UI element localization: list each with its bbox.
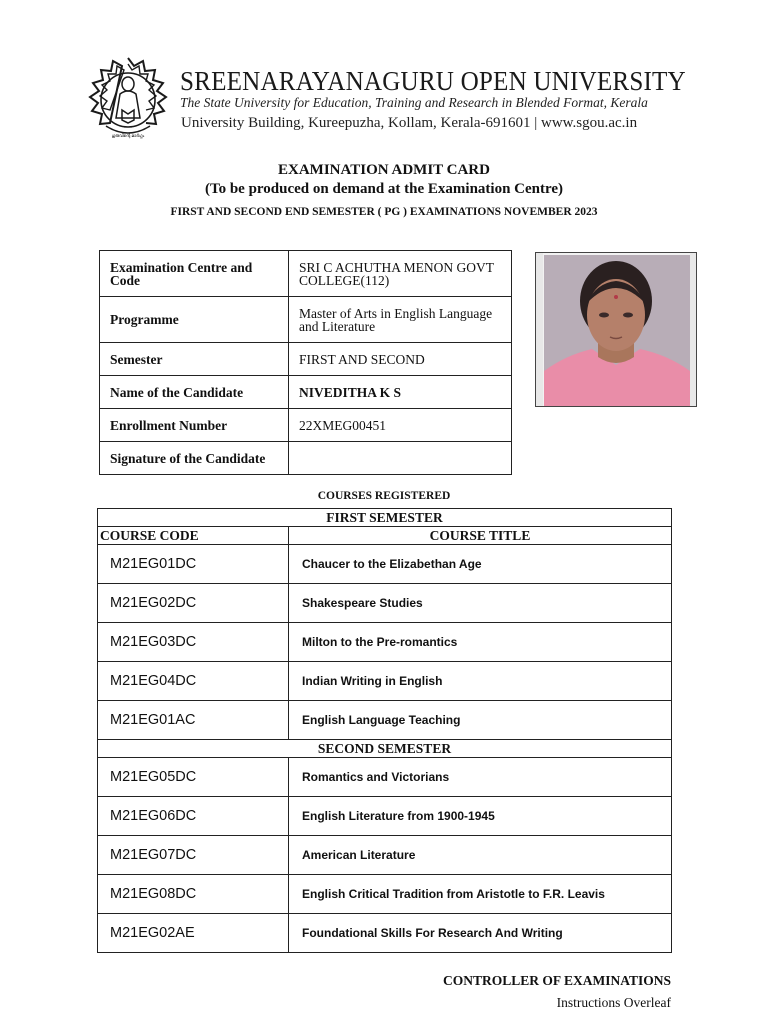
course-row bbox=[98, 758, 672, 797]
info-row-name bbox=[100, 376, 512, 409]
course-title: English Literature from 1900-1945 bbox=[289, 797, 672, 836]
course-title: Indian Writing in English bbox=[289, 662, 672, 701]
info-value: SRI C ACHUTHA MENON GOVT COLLEGE(112) bbox=[289, 251, 512, 297]
page-subtitle: (To be produced on demand at the Examination Centre) bbox=[204, 181, 564, 197]
page-title: EXAMINATION ADMIT CARD bbox=[278, 162, 490, 178]
info-row-centre bbox=[100, 251, 512, 297]
course-code: M21EG01DC bbox=[98, 545, 289, 584]
course-code: M21EG06DC bbox=[98, 797, 289, 836]
course-row bbox=[98, 701, 672, 740]
course-title: Foundational Skills For Research And Writing bbox=[289, 914, 672, 953]
course-code: M21EG03DC bbox=[98, 623, 289, 662]
semester-header bbox=[98, 509, 672, 527]
info-value: FIRST AND SECOND bbox=[289, 343, 512, 376]
courses-caption: COURSES REGISTERED bbox=[317, 490, 451, 502]
course-row bbox=[98, 662, 672, 701]
course-title: Shakespeare Studies bbox=[289, 584, 672, 623]
courses-table bbox=[97, 508, 672, 953]
candidate-info-table bbox=[99, 250, 512, 475]
info-row-semester bbox=[100, 343, 512, 376]
course-title: Milton to the Pre-romantics bbox=[289, 623, 672, 662]
university-address: University Building, Kureepuzha, Kollam, Kerala-691601 | www.sgou.ac.in bbox=[181, 115, 638, 131]
course-code: M21EG01AC bbox=[98, 701, 289, 740]
course-row bbox=[98, 545, 672, 584]
course-title: Romantics and Victorians bbox=[289, 758, 672, 797]
course-code: M21EG05DC bbox=[98, 758, 289, 797]
university-tagline: The State University for Education, Training and Research in Blended Format, Kerala bbox=[180, 95, 648, 110]
course-row bbox=[98, 875, 672, 914]
info-label: Semester bbox=[100, 343, 289, 376]
course-title: Chaucer to the Elizabethan Age bbox=[289, 545, 672, 584]
semester-label: SECOND SEMESTER bbox=[98, 740, 672, 758]
course-row bbox=[98, 797, 672, 836]
column-header-code: COURSE CODE bbox=[98, 527, 289, 545]
course-title: English Critical Tradition from Aristotle to F.R. Leavis bbox=[289, 875, 672, 914]
info-label: Enrollment Number bbox=[100, 409, 289, 442]
course-code: M21EG02AE bbox=[98, 914, 289, 953]
course-row bbox=[98, 836, 672, 875]
svg-text:ഗുരുവിന്റെ മാർഗ്ഗം: ഗുരുവിന്റെ മാർഗ്ഗം bbox=[111, 133, 145, 138]
university-emblem-icon bbox=[82, 54, 174, 146]
info-row-programme bbox=[100, 297, 512, 343]
course-code: M21EG08DC bbox=[98, 875, 289, 914]
course-row bbox=[98, 914, 672, 953]
university-name: SREENARAYANAGURU OPEN UNIVERSITY bbox=[180, 66, 686, 96]
semester-label: FIRST SEMESTER bbox=[98, 509, 672, 527]
course-row bbox=[98, 623, 672, 662]
course-code: M21EG02DC bbox=[98, 584, 289, 623]
exam-title: FIRST AND SECOND END SEMESTER ( PG ) EXAMINATIONS NOVEMBER 2023 bbox=[170, 206, 598, 218]
info-row-enrollment bbox=[100, 409, 512, 442]
info-row-signature bbox=[100, 442, 512, 475]
candidate-name: NIVEDITHA K S bbox=[289, 376, 512, 409]
instructions-note: Instructions Overleaf bbox=[556, 995, 671, 1010]
info-value: Master of Arts in English Language and Literature bbox=[289, 297, 512, 343]
university-header bbox=[82, 54, 692, 146]
signature-field bbox=[289, 442, 512, 475]
info-label: Examination Centre and Code bbox=[100, 251, 289, 297]
course-title: American Literature bbox=[289, 836, 672, 875]
info-label: Name of the Candidate bbox=[100, 376, 289, 409]
candidate-photo bbox=[535, 252, 697, 407]
enrollment-number: 22XMEG00451 bbox=[289, 409, 512, 442]
info-label: Programme bbox=[100, 297, 289, 343]
column-header-title: COURSE TITLE bbox=[289, 527, 672, 545]
semester-header bbox=[98, 740, 672, 758]
signatory-label: CONTROLLER OF EXAMINATIONS bbox=[442, 973, 671, 988]
course-code: M21EG07DC bbox=[98, 836, 289, 875]
column-header-row bbox=[98, 527, 672, 545]
info-label: Signature of the Candidate bbox=[100, 442, 289, 475]
course-code: M21EG04DC bbox=[98, 662, 289, 701]
course-row bbox=[98, 584, 672, 623]
course-title: English Language Teaching bbox=[289, 701, 672, 740]
